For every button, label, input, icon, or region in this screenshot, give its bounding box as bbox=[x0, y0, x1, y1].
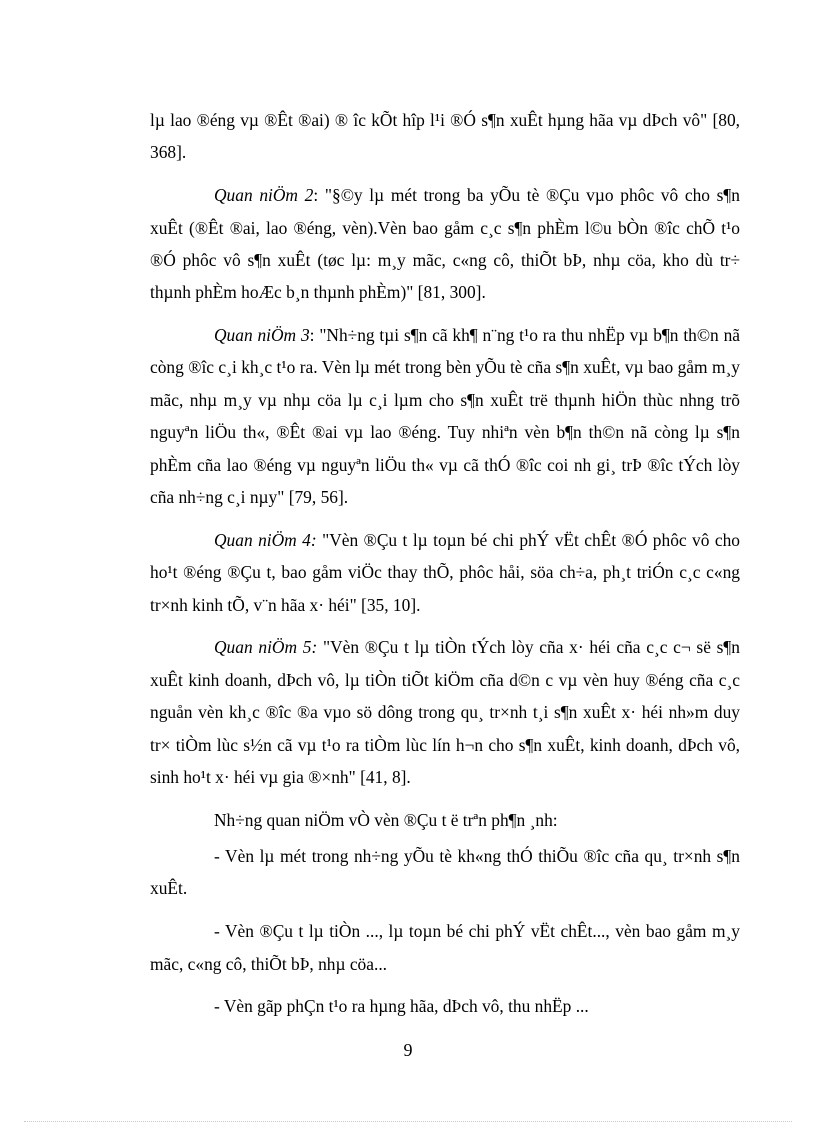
paragraph-quan-niem-3 bbox=[150, 319, 740, 513]
paragraph-summary: Nh÷ng quan niÖm vÒ vèn ®Çu t ë trªn ph¶n ¸nh: bbox=[214, 809, 558, 830]
quan-niem-3-text: : "Nh÷ng tµi s¶n cã kh¶ n¨ng t¹o ra thu nhËp vµ b¶n th©n nã còng ®îc c¸i kh¸c t¹o ra. Vèn lµ mét trong bèn yÕu tè cña s¶n xuÊt, vµ bao gåm m¸y mãc, nhµ m¸y vµ nhµ cöa lµ c¸i lµm cho s¶n xuÊt trë thµnh hiÖn thùc nhng trõ nguyªn liÖu th«, ®Êt ®ai vµ lao ®éng. Tuy nhiªn vèn b¶n th©n nã còng lµ s¶n phÈm cña lao ®éng vµ nguyªn liÖu th« vµ cã thÓ ®îc coi nh gi¸ trÞ ®îc tÝch lòy cña nh÷ng c¸i nµy" [79, 56]. bbox=[150, 325, 740, 508]
quan-niem-5-text: "Vèn ®Çu t lµ tiÒn tÝch lòy cña x· héi cña c¸c c¬ së s¶n xuÊt kinh doanh, dÞch vô, lµ tiÒn tiÕt kiÖm cña d©n c vµ vèn huy ®éng cña c¸c nguån vèn kh¸c ®îc ®a vµo sö dông trong qu¸ tr×nh t¸i s¶n xuÊt x· héi nh»m duy tr× tiÒm lùc s½n cã vµ t¹o ra tiÒm lùc lín h¬n cho s¶n xuÊt, kinh doanh, dÞch vô, sinh ho¹t x· héi vµ gia ®×nh" [41, 8]. bbox=[150, 637, 740, 787]
paragraph-quan-niem-5 bbox=[150, 631, 740, 793]
quan-niem-4-text: "Vèn ®Çu t lµ toµn bé chi phÝ vËt chÊt ®Ó phôc vô cho ho¹t ®éng ®Çu t, bao gåm viÖc thay thÕ, phôc håi, söa ch÷a, ph¸t triÓn c¸c c«ng tr×nh kinh tÕ, v¨n hãa x· héi" [35, 10]. bbox=[150, 529, 740, 615]
quan-niem-5-label: Quan niÖm 5: bbox=[214, 637, 318, 658]
quan-niem-2-text: : "§©y lµ mét trong ba yÕu tè ®Çu vµo phôc vô cho s¶n xuÊt (®Êt ®ai, lao ®éng, vèn).Vèn bao gåm c¸c s¶n phÈm l©u bÒn ®îc chÕ t¹o ®Ó phôc vô s¶n xuÊt (tøc lµ: m¸y mãc, c«ng cô, thiÕt bÞ, nhµ cöa, kho dù tr÷ thµnh phÈm hoÆc b¸n thµnh phÈm)" [81, 300]. bbox=[150, 185, 741, 303]
paragraph-continuation: lµ lao ®éng vµ ®Êt ®ai) ® îc kÕt hîp l¹i ®Ó s¶n xuÊt hµng hãa vµ dÞch vô" [80, 368]. bbox=[150, 110, 740, 163]
quan-niem-4-label: Quan niÖm 4: bbox=[214, 529, 317, 550]
quan-niem-2-label: Quan niÖm 2 bbox=[214, 185, 314, 206]
bullet-item-2: - Vèn ®Çu t lµ tiÒn ..., lµ toµn bé chi phÝ vËt chÊt..., vèn bao gåm m¸y mãc, c«ng cô, thiÕt bÞ, nhµ cöa... bbox=[150, 921, 740, 974]
body-text bbox=[150, 104, 740, 1033]
bullet-item-3: - Vèn gãp phÇn t¹o ra hµng hãa, dÞch vô, thu nhËp ... bbox=[214, 996, 589, 1017]
quan-niem-3-label: Quan niÖm 3 bbox=[214, 325, 310, 346]
bullet-item-1: - Vèn lµ mét trong nh÷ng yÕu tè kh«ng thÓ thiÕu ®îc cña qu¸ tr×nh s¶n xuÊt. bbox=[150, 846, 740, 899]
page-number: 9 bbox=[403, 1040, 413, 1060]
paragraph-quan-niem-2 bbox=[150, 179, 740, 309]
page-bottom-divider bbox=[24, 1121, 792, 1122]
paragraph-quan-niem-4 bbox=[150, 524, 740, 621]
